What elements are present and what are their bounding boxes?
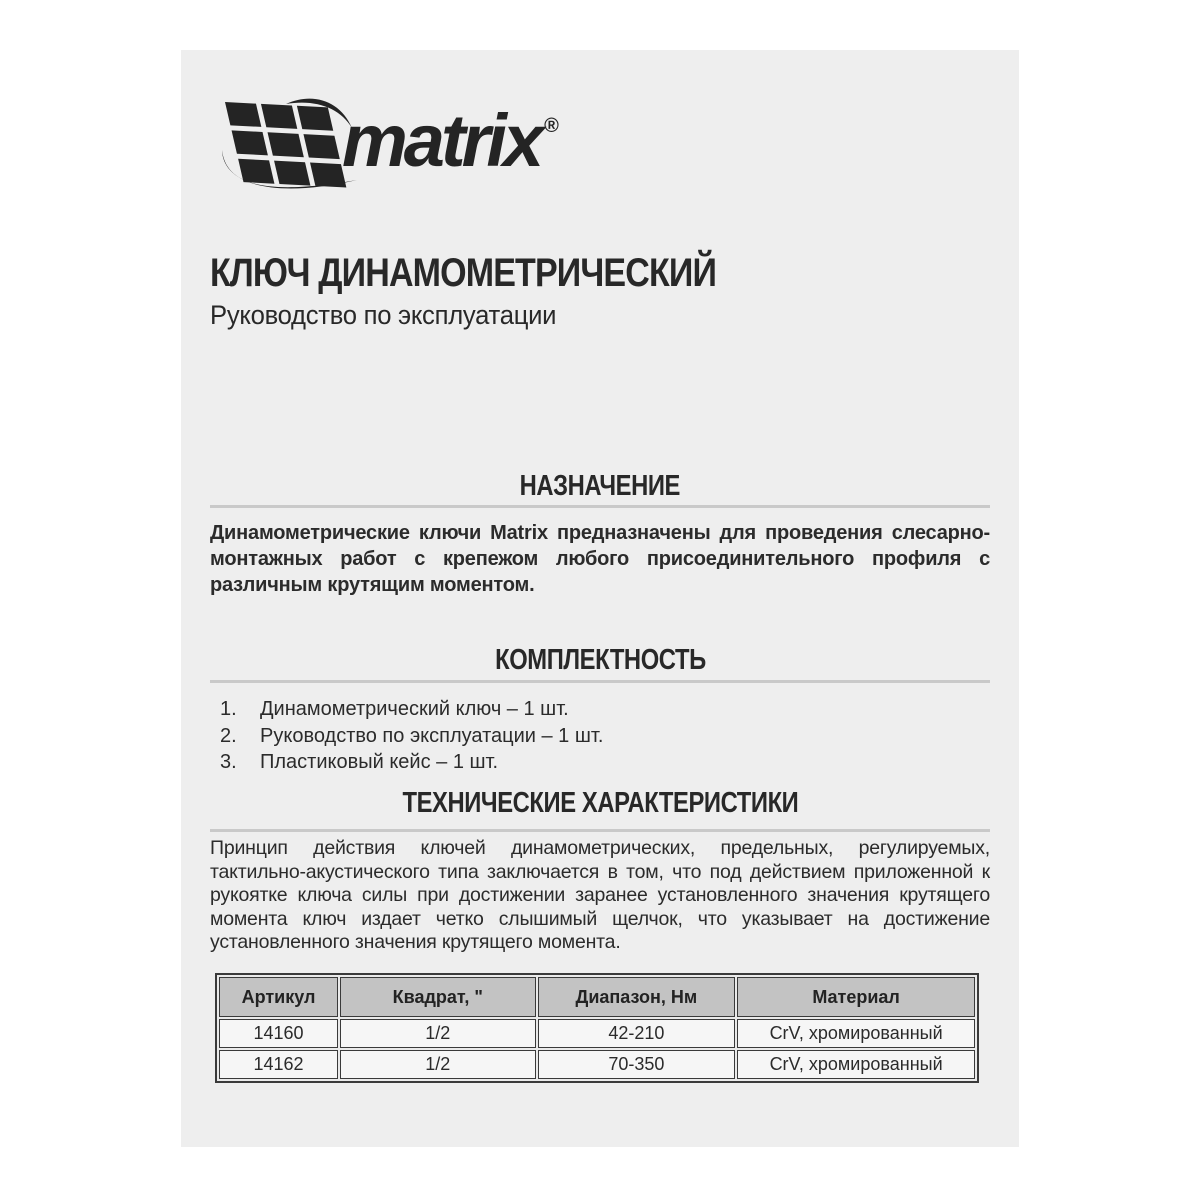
section-divider xyxy=(210,505,990,508)
col-header-square: Квадрат, " xyxy=(340,977,535,1017)
table-header-row xyxy=(219,977,975,1017)
cell-article: 14160 xyxy=(219,1019,338,1048)
list-item-number: 2. xyxy=(220,724,237,747)
cell-material: CrV, хромированный xyxy=(737,1050,975,1079)
table-row xyxy=(219,1019,975,1048)
cell-range: 70-350 xyxy=(538,1050,736,1079)
section-heading-contents xyxy=(210,644,990,677)
cell-material: CrV, хромированный xyxy=(737,1019,975,1048)
purpose-paragraph: Динамометрические ключи Matrix предназначены для проведения слесарно-монтажных работ с крепежом любого присоединительного профиля с различным крутящим моментом. xyxy=(210,522,990,596)
registered-trademark-icon: ® xyxy=(544,115,559,138)
brand-name xyxy=(342,99,559,182)
section-heading-text: КОМПЛЕКТНОСТЬ xyxy=(494,644,706,676)
cell-article: 14162 xyxy=(219,1050,338,1079)
cell-range: 42-210 xyxy=(538,1019,736,1048)
matrix-logo xyxy=(220,92,660,207)
col-header-range: Диапазон, Нм xyxy=(538,977,736,1017)
section-heading-specs xyxy=(210,787,990,820)
section-heading-text: НАЗНАЧЕНИЕ xyxy=(519,470,681,502)
specs-paragraph: Принцип действия ключей динамометрических, предельных, регулируемых, тактильно-акустического типа заключается в том, что под действием приложенной к рукоятке ключа силы при достижении заранее установленного значения крутящего момента ключ издает четко слышимый щелчок, что указывает на достижение установленного значения крутящего момента. xyxy=(210,837,990,953)
spec-table xyxy=(215,973,979,1083)
cell-square: 1/2 xyxy=(340,1050,535,1079)
section-divider xyxy=(210,829,990,832)
list-item xyxy=(210,749,990,776)
col-header-material: Материал xyxy=(737,977,975,1017)
list-item-text: Пластиковый кейс – 1 шт. xyxy=(260,751,499,773)
list-item-text: Руководство по эксплуатации – 1 шт. xyxy=(260,724,604,747)
list-item-number: 3. xyxy=(220,751,237,773)
brand-name-text: matrix xyxy=(342,99,541,182)
page-subtitle: Руководство по эксплуатации xyxy=(210,300,557,330)
manual-page xyxy=(181,50,1019,1147)
contents-list xyxy=(210,696,990,776)
title-block xyxy=(210,250,990,331)
list-item xyxy=(210,696,990,723)
table-row xyxy=(219,1050,975,1079)
list-item-number: 1. xyxy=(220,698,237,720)
list-item-text: Динамометрический ключ – 1 шт. xyxy=(260,698,569,720)
brand-grid-icon xyxy=(225,102,346,187)
section-divider xyxy=(210,680,990,683)
page-title: КЛЮЧ ДИНАМОМЕТРИЧЕСКИЙ xyxy=(210,251,717,295)
list-item xyxy=(210,723,990,750)
col-header-article: Артикул xyxy=(219,977,338,1017)
section-heading-text: ТЕХНИЧЕСКИЕ ХАРАКТЕРИСТИКИ xyxy=(402,787,798,819)
section-heading-purpose xyxy=(210,470,990,503)
cell-square: 1/2 xyxy=(340,1019,535,1048)
